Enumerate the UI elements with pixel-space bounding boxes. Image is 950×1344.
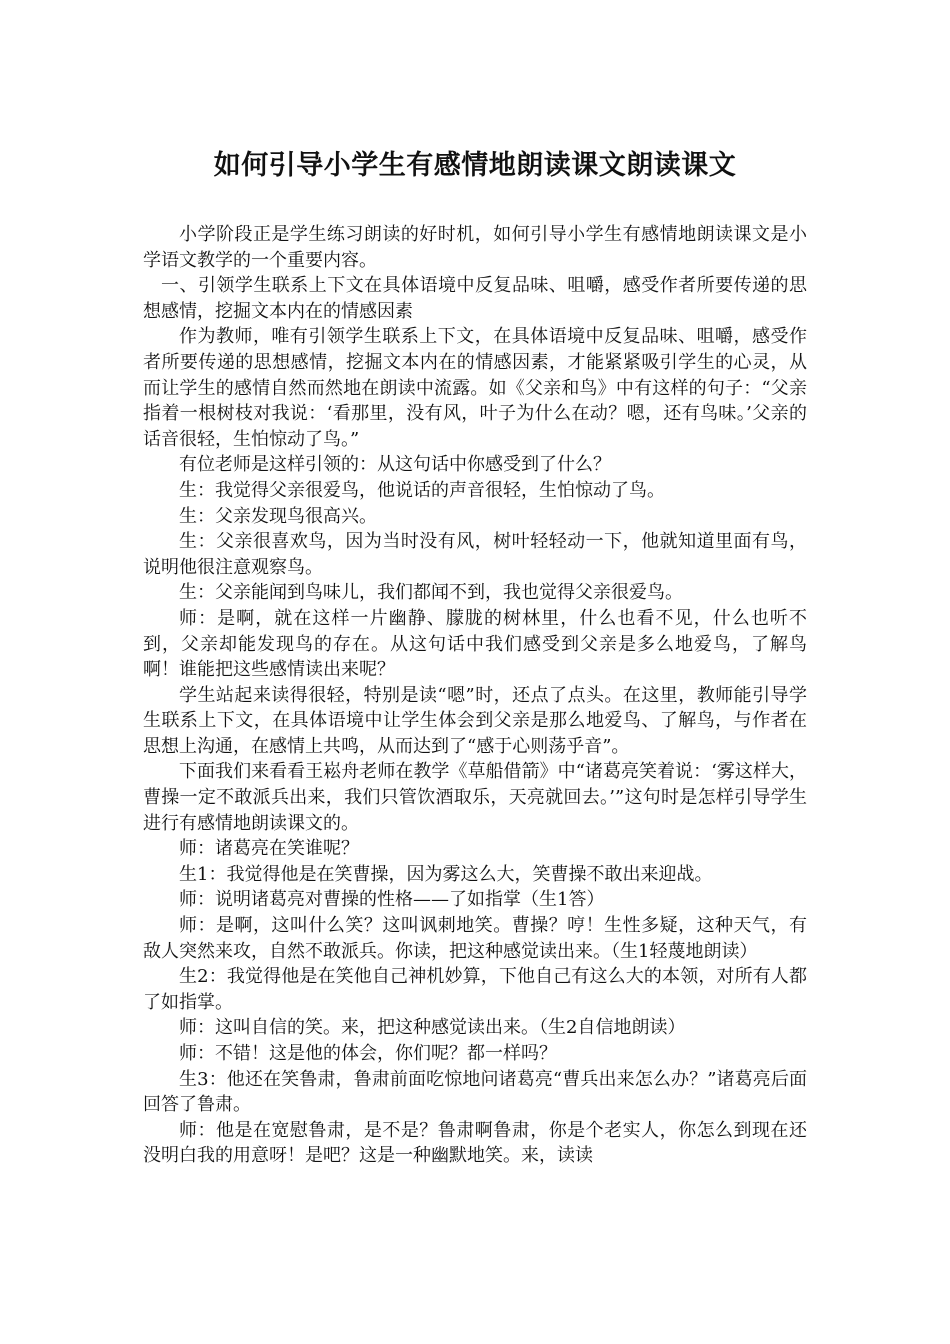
paragraph: 师：不错！这是他的体会，你们呢？都一样吗？ [179,1043,557,1064]
paragraph: 下面我们来看看王崧舟老师在教学《草船借箭》中“诸葛亮笑着说：‘雾这样大，曹操一定不敢派兵出来，我们只管饮酒取乐，天亮就回去。’”这句时是怎样引导学生进行有感情地朗读课文的。 [143,761,807,834]
paragraph: 生：我觉得父亲很爱鸟，他说话的声音很轻，生怕惊动了鸟。 [179,479,665,501]
document-body [143,222,807,1169]
paragraph: 学生站起来读得很轻，特别是读“嗯”时，还点了点头。在这里，教师能引导学生联系上下文，在具体语境中让学生体会到父亲是那么地爱鸟、了解鸟，与作者在思想上沟通，在感情上共鸣，从而达到了“感于心则荡乎音”。 [143,684,807,757]
paragraph: 师：诸葛亮在笑谁呢？ [179,838,359,860]
paragraph: 一、引领学生联系上下文在具体语境中反复品味、咀嚼，感受作者所要传递的思想感情，挖掘文本内在的情感因素 [143,275,807,322]
paragraph: 师：说明诸葛亮对曹操的性格——了如指掌（生1答） [179,889,605,911]
paragraph: 有位老师是这样引领的：从这句话中你感受到了什么？ [179,454,611,476]
document-title: 如何引导小学生有感情地朗读课文朗读课文 [213,150,737,182]
paragraph: 师：他是在宽慰鲁肃，是不是？鲁肃啊鲁肃，你是个老实人，你怎么到现在还没明白我的用意呀！是吧？这是一种幽默地笑。来，读读 [143,1119,807,1167]
paragraph: 生：父亲很喜欢鸟，因为当时没有风，树叶轻轻动一下，他就知道里面有鸟，说明他很注意观察鸟。 [143,531,807,578]
paragraph: 生2：我觉得他是在笑他自己神机妙算，下他自己有这么大的本领，对所有人都了如指掌。 [143,966,807,1013]
paragraph: 生1：我觉得他是在笑曹操，因为雾这么大，笑曹操不敢出来迎战。 [179,863,713,885]
paragraph: 作为教师，唯有引领学生联系上下文，在具体语境中反复品味、咀嚼，感受作者所要传递的思想感情，挖掘文本内在的情感因素，才能紧紧吸引学生的心灵，从而让学生的感情自然而然地在朗读中流露。如《父亲和鸟》中有这样的句子：“父亲指着一根树枝对我说：‘看那里，没有风，叶子为什么在动？嗯，还有鸟味。’父亲的话音很轻，生怕惊动了鸟。” [143,326,807,450]
paragraph: 小学阶段正是学生练习朗读的好时机，如何引导小学生有感情地朗读课文是小学语文教学的一个重要内容。 [143,224,807,271]
paragraph: 生：父亲能闻到鸟味儿，我们都闻不到，我也觉得父亲很爱鸟。 [179,582,683,604]
paragraph: 生：父亲发现鸟很高兴。 [179,505,377,527]
paragraph: 生3：他还在笑鲁肃，鲁肃前面吃惊地问诸葛亮“曹兵出来怎么办？”诸葛亮后面回答了鲁肃。 [143,1068,807,1116]
paragraph: 师：这叫自信的笑。来，把这种感觉读出来。（生2自信地朗读） [179,1017,686,1039]
paragraph: 师：是啊，这叫什么笑？这叫讽刺地笑。曹操？哼！生性多疑，这种天气，有敌人突然来攻，自然不敢派兵。你读，把这种感觉读出来。（生1轻蔑地朗读） [143,915,807,962]
paragraph: 师：是啊，就在这样一片幽静、朦胧的树林里，什么也看不见，什么也听不到，父亲却能发现鸟的存在。从这句话中我们感受到父亲是多么地爱鸟，了解鸟啊！谁能把这些感情读出来呢？ [143,607,807,681]
